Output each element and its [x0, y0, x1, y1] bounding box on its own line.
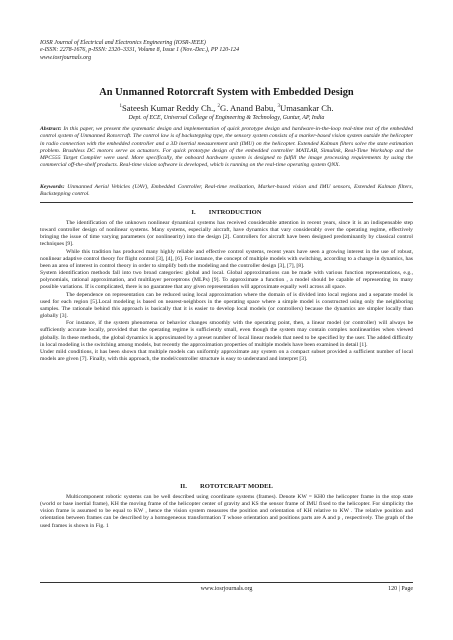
footer-url[interactable]: www.iosrjournals.org [200, 586, 253, 592]
section-1-paragraph: The dependence on representation can be reduced using local approximation where the domain of is divided into local regions and a separate model is used for each region [5].Local modeling is based on nearest-neighbors in the operating space where a simple model is constructed using only the neighboring samples. The rationale behind this approach is basically that it is easier to develop local models (or controllers) because the dynamics are simpler locally than globally [3]. [40, 291, 413, 320]
author-3-index: 3 [277, 104, 281, 110]
section-1-paragraph: While this tradition has produced many highly reliable and effective control systems, recent years have seen a growing interest in the use of robust, nonlinear adaptive control theory for flight control [3], [4], [6]. For instance, the concept of multiple models with switching, according to a change in dynamics, has been an area of interest in control theory in order to simplify both the modeling and the controller design [3], [7], [8]. [40, 248, 413, 269]
keywords-text: Unmanned Aerial Vehicles (UAV), Embedded Controller, Real-time realization, Marker-based vision and IMU sensors, Extended Kalman filters, Backstepping control. [40, 184, 413, 198]
section-2-heading: II. ROTOTCRAFT MODEL [180, 483, 273, 490]
keywords [40, 184, 413, 199]
journal-issn: e-ISSN: 2278-1676, p-ISSN: 2320–3331, Volume 8, Issue 1 (Nov.-Dec.), PP 120-124 [40, 47, 240, 54]
section-2-paragraph: Multicomponent robotic systems can be well described using coordinate systems (frames). Denote KW = KH0 the helicopter frame in the stop state (world or base inertial frame), KH the moving frame of the helicopter center of gravity and KS the sensor frame of IMU fixed to the helicopter. For simplicity the vision frame is assumed to be equal to KW , hence the vision system measures the position and orientation of KH relative to KW . The relative position and orientation between frames can be described by a homogeneous transformation T whose orientation and positions parts are A and p , respectively. The graph of the used frames is shown in Fig. 1 [40, 494, 413, 529]
affiliation: Dept. of ECE, Universal College of Engineering & Technology, Guntur, AP, India [128, 115, 325, 121]
abstract-divider [40, 202, 413, 203]
author-list [40, 103, 413, 114]
paper-title: An Unmanned Rotorcraft System with Embedded Design [99, 87, 354, 98]
section-1-body [40, 220, 413, 363]
section-2-body [40, 494, 413, 530]
section-1-paragraph: Under mild conditions, it has been shown that multiple models can uniformly approximate any system on a compact subset provided a sufficient number of local models are given [7]. Finally, with this approach, the model/controller structure is easy to understand and interpret [3]. [40, 348, 413, 362]
journal-url[interactable]: www.iosrjournals.org [40, 54, 92, 61]
section-1-paragraph: The identification of the unknown nonlinear dynamical systems has received considerable attention in recent years, since it is an indispensable step toward controller design of nonlinear systems. Many systems, especially aircraft, have dynamics that vary considerably over the operating regime, effectively bringing the issue of time varying parameters (or nonlinearity) into the design [2]. Controllers for aircraft have been designed predominantly by classical control techniques [9]. [40, 220, 413, 248]
page-number: 120 | Page [388, 586, 413, 592]
abstract-text: In this paper, we present the systematic design and implementation of quick prototype design and hardware-in-the-loop real-time test of the embedded control system of Unmanned Rotorcraft. The control law is of backstepping type, the sensory system consists of a marker-based vision system outside the helicopter in radio connection with the embedded controller and a 3D inertial measurement unit (IMU) on the helicopter. Extended Kalman filters solve the state estimation problem. Brushless DC motors serve as actuators. For quick prototype design of the embedded controller MATLAB, Simulink, Real-Time Workshop and the MPC555 Target Compiler were used. More specifically, the onboard hardware system is designed to fulfill the image processing requirements by using the commercial off-the-shelf products. Real-time vision software is developed, which is running on the real-time operating system QNX. [40, 126, 413, 169]
abstract-label: Abstract: [40, 126, 62, 132]
paper-page [40, 40, 413, 600]
section-1-paragraph: For instance, if the system phenomena or behavior changes smoothly with the operating point, then, a linear model (or controller) will always be sufficiently accurate locally, provided that the operating regime is sufficiently small, even though the system may contain complex nonlinearities when viewed globally. In these methods, the global dynamics is approximated by a preset number of local linear models that need to be specified by the user. The added difficulty in local modeling is the switching among models, but recently the approximation properties of multiple models have been examined in detail [1]. [40, 320, 413, 348]
author-2-name: G. Anand Babu, [219, 103, 278, 113]
footer-divider [40, 582, 413, 583]
section-1-paragraph: System identification methods fall into two broad categories: global and local. Global approximations can be made with various function representations, e.g., polynomials, rational approximation, and multilayer perceptrons (MLPs) [9]. To approximate a function , a model should be capable of representing its many possible variations. If is complicated, there is no guarantee that any given representation will approximate equally well across all space. [40, 270, 413, 291]
author-1-name: Sateesh Kumar Reddy Ch., [122, 103, 218, 113]
author-1-index: 1 [119, 104, 122, 110]
journal-header [40, 40, 413, 62]
journal-name: IOSR Journal of Electrical and Electronics Engineering (IOSR-JEEE) [40, 40, 206, 46]
section-1-heading: I. INTRODUCTION [191, 209, 262, 216]
abstract [40, 126, 413, 170]
keywords-label: Keywords: [40, 184, 65, 190]
author-3-name: Umasankar Ch. [280, 103, 334, 113]
author-2-index: 2 [217, 104, 220, 110]
